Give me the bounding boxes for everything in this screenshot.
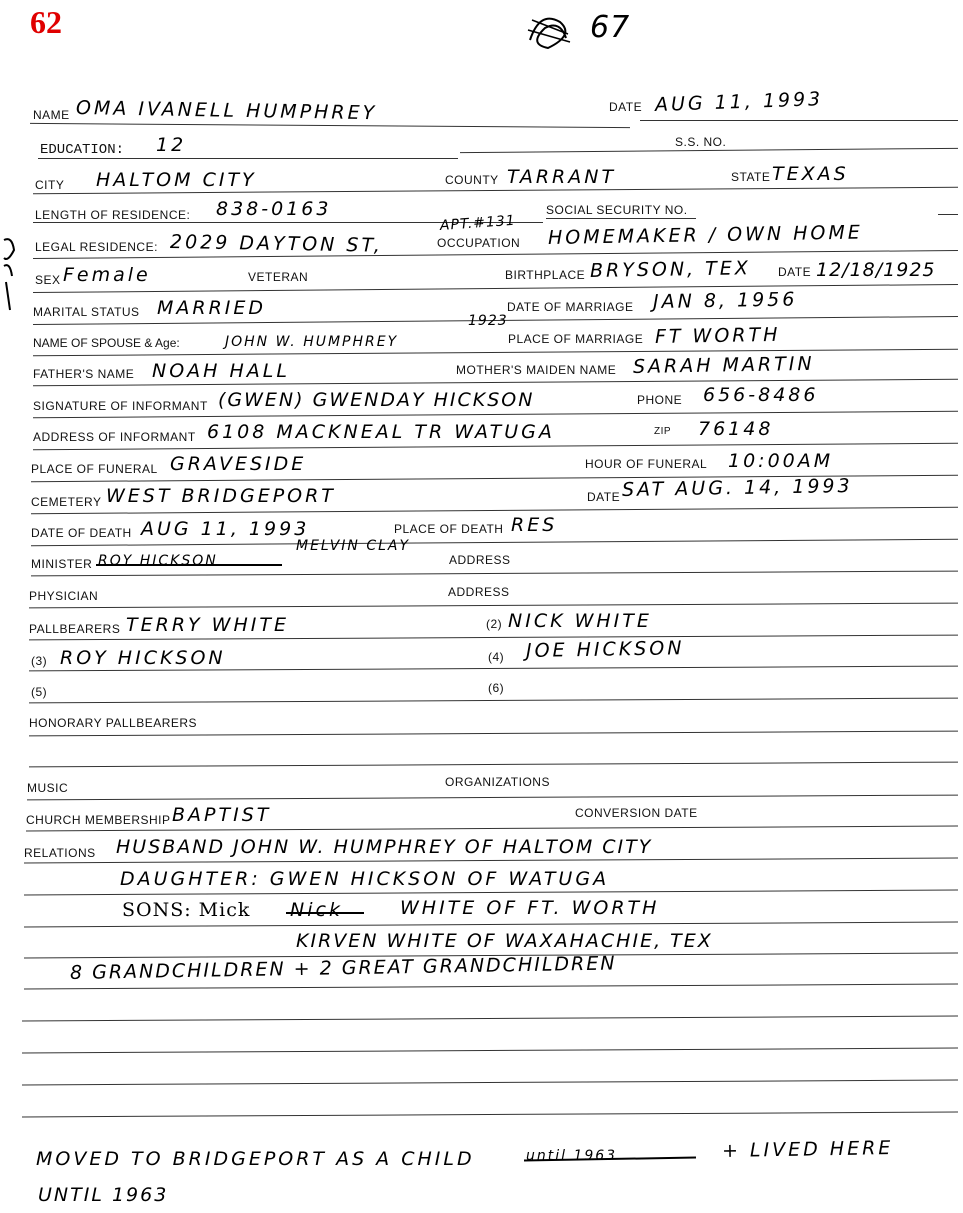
funeral-date-value: SAT AUG. 14, 1993 xyxy=(621,474,853,501)
pallbearer-1: TERRY WHITE xyxy=(126,614,289,636)
minister-label: MINISTER xyxy=(31,557,93,571)
date-of-marriage-label: DATE OF MARRIAGE xyxy=(507,300,634,314)
minister-strikethrough xyxy=(96,564,282,566)
city-label: CITY xyxy=(35,178,65,192)
date-of-death-label: DATE OF DEATH xyxy=(31,526,132,540)
hour-of-funeral-value: 10:00AM xyxy=(728,450,834,472)
phone-value: 656-8486 xyxy=(703,384,819,406)
address-informant-value: 6108 MACKNEAL TR WATUGA xyxy=(207,421,555,443)
church-membership-label: CHURCH MEMBERSHIP xyxy=(26,813,171,827)
pallbearer-3: ROY HICKSON xyxy=(60,647,226,669)
date-of-marriage-value: JAN 8, 1956 xyxy=(652,288,798,313)
place-of-funeral-value: GRAVESIDE xyxy=(170,453,307,475)
apt-value: APT.#131 xyxy=(439,212,517,234)
ssn-rule-end xyxy=(938,214,958,215)
birthplace-label: BIRTHPLACE xyxy=(505,268,586,282)
relations-sons-struck: Nick xyxy=(290,899,343,921)
cemetery-label: CEMETERY xyxy=(31,495,102,509)
pallbearer-4-number: (4) xyxy=(488,650,505,664)
pallbearer-6-number: (6) xyxy=(488,681,505,695)
minister-address-label: ADDRESS xyxy=(449,553,511,567)
relations-line-5: 8 GRANDCHILDREN + 2 GREAT GRANDCHILDREN xyxy=(69,952,617,984)
pallbearer-2: NICK WHITE xyxy=(508,610,652,632)
social-security-label: SOCIAL SECURITY NO. xyxy=(546,203,688,217)
place-of-death-value: RES xyxy=(511,514,558,536)
sex-value: Female xyxy=(63,264,151,286)
veteran-label: VETERAN xyxy=(248,270,309,284)
honorary-pallbearers-label: HONORARY PALLBEARERS xyxy=(29,716,198,730)
education-label: EDUCATION: xyxy=(40,142,125,158)
date-of-death-value: AUG 11, 1993 xyxy=(141,518,310,540)
phone-label: PHONE xyxy=(637,393,683,407)
occupation-value: HOMEMAKER / OWN HOME xyxy=(547,221,863,249)
sex-label: SEX xyxy=(35,273,61,287)
bottom-note-struck: until 1963 xyxy=(526,1148,618,1164)
state-value: TEXAS xyxy=(772,163,849,185)
conversion-date-label: CONVERSION DATE xyxy=(575,806,698,820)
page-number: 62 xyxy=(30,4,62,40)
music-label: MUSIC xyxy=(27,781,69,795)
pallbearer-4: JOE HICKSON xyxy=(525,637,685,662)
length-residence-label: LENGTH OF RESIDENCE: xyxy=(35,208,191,222)
bottom-note-rest: + LIVED HERE xyxy=(721,1137,894,1162)
legal-residence-value: 2029 DAYTON ST, xyxy=(169,231,384,257)
county-label: COUNTY xyxy=(445,173,499,187)
church-membership-value: BAPTIST xyxy=(172,804,272,826)
bottom-note-line-1: MOVED TO BRIDGEPORT AS A CHILD xyxy=(36,1148,475,1170)
birth-date-value: 12/18/1925 xyxy=(816,259,936,281)
birthplace-value: BRYSON, TEX xyxy=(589,257,751,282)
legal-residence-label: LEGAL RESIDENCE: xyxy=(35,240,158,254)
date-label: DATE xyxy=(609,100,643,114)
relations-line-4: KIRVEN WHITE OF WAXAHACHIE, TEX xyxy=(296,930,713,952)
mothers-maiden-name-value: SARAH MARTIN xyxy=(632,352,815,378)
mothers-maiden-name-label: MOTHER'S MAIDEN NAME xyxy=(456,363,617,377)
marital-status-label: MARITAL STATUS xyxy=(33,305,140,319)
city-value: HALTOM CITY xyxy=(96,169,257,191)
education-rule xyxy=(38,158,458,159)
birth-date-label: DATE xyxy=(778,265,812,279)
page-number-handwritten: 67 xyxy=(590,10,631,45)
place-of-marriage-label: PLACE OF MARRIAGE xyxy=(508,332,644,346)
ssn-underline xyxy=(546,218,696,219)
fathers-name-value: NOAH HALL xyxy=(152,360,290,382)
relations-label: RELATIONS xyxy=(24,846,96,860)
zip-value: 76148 xyxy=(698,418,774,440)
bottom-note-line-2: UNTIL 1963 xyxy=(38,1184,169,1206)
sons-strikethrough xyxy=(286,912,364,914)
state-label: STATE xyxy=(731,170,771,184)
relations-sons-rest: WHITE OF FT. WORTH xyxy=(400,897,660,919)
minister-struck-value: ROY HICKSON xyxy=(98,553,218,569)
spouse-value: JOHN W. HUMPHREY xyxy=(225,334,399,350)
organizations-label: ORGANIZATIONS xyxy=(445,775,550,789)
name-label: NAME xyxy=(33,108,70,122)
relations-line-1: HUSBAND JOHN W. HUMPHREY OF HALTOM CITY xyxy=(116,836,653,858)
county-value: TARRANT xyxy=(507,166,617,188)
cemetery-value: WEST BRIDGEPORT xyxy=(106,485,336,507)
name-value: OMA IVANELL HUMPHREY xyxy=(75,97,378,125)
length-residence-value: 838-0163 xyxy=(216,198,332,220)
pallbearer-2-number: (2) xyxy=(486,617,503,631)
hour-of-funeral-label: HOUR OF FUNERAL xyxy=(585,457,708,471)
place-of-death-label: PLACE OF DEATH xyxy=(394,522,504,536)
marital-status-value: MARRIED xyxy=(157,297,267,319)
education-value: 12 xyxy=(156,134,187,156)
minister-value: MELVIN CLAY xyxy=(296,538,411,554)
pallbearer-3-number: (3) xyxy=(31,654,48,668)
date-rule xyxy=(640,120,958,121)
spouse-label: NAME OF SPOUSE & Age: xyxy=(33,336,180,350)
date-value: AUG 11, 1993 xyxy=(654,88,824,116)
funeral-date-label: DATE xyxy=(587,490,621,504)
signature-informant-label: SIGNATURE OF INFORMANT xyxy=(33,399,208,413)
occupation-label: OCCUPATION xyxy=(437,236,521,250)
relations-line-2: DAUGHTER: GWEN HICKSON OF WATUGA xyxy=(120,868,610,890)
spouse-year: 1923 xyxy=(468,313,508,329)
pallbearer-5-number: (5) xyxy=(31,685,48,699)
pallbearers-label: PALLBEARERS xyxy=(29,622,121,636)
ssno-label: S.S. NO. xyxy=(675,135,727,149)
address-informant-label: ADDRESS OF INFORMANT xyxy=(33,430,196,444)
physician-label: PHYSICIAN xyxy=(29,589,99,603)
zip-label: ZIP xyxy=(654,426,672,437)
signature-informant-value: (GWEN) GWENDAY HICKSON xyxy=(218,389,535,411)
place-of-marriage-value: FT WORTH xyxy=(654,323,781,348)
fathers-name-label: FATHER'S NAME xyxy=(33,367,135,381)
place-of-funeral-label: PLACE OF FUNERAL xyxy=(31,462,158,476)
relations-line-3: SONS: Mick xyxy=(122,899,251,921)
physician-address-label: ADDRESS xyxy=(448,585,510,599)
